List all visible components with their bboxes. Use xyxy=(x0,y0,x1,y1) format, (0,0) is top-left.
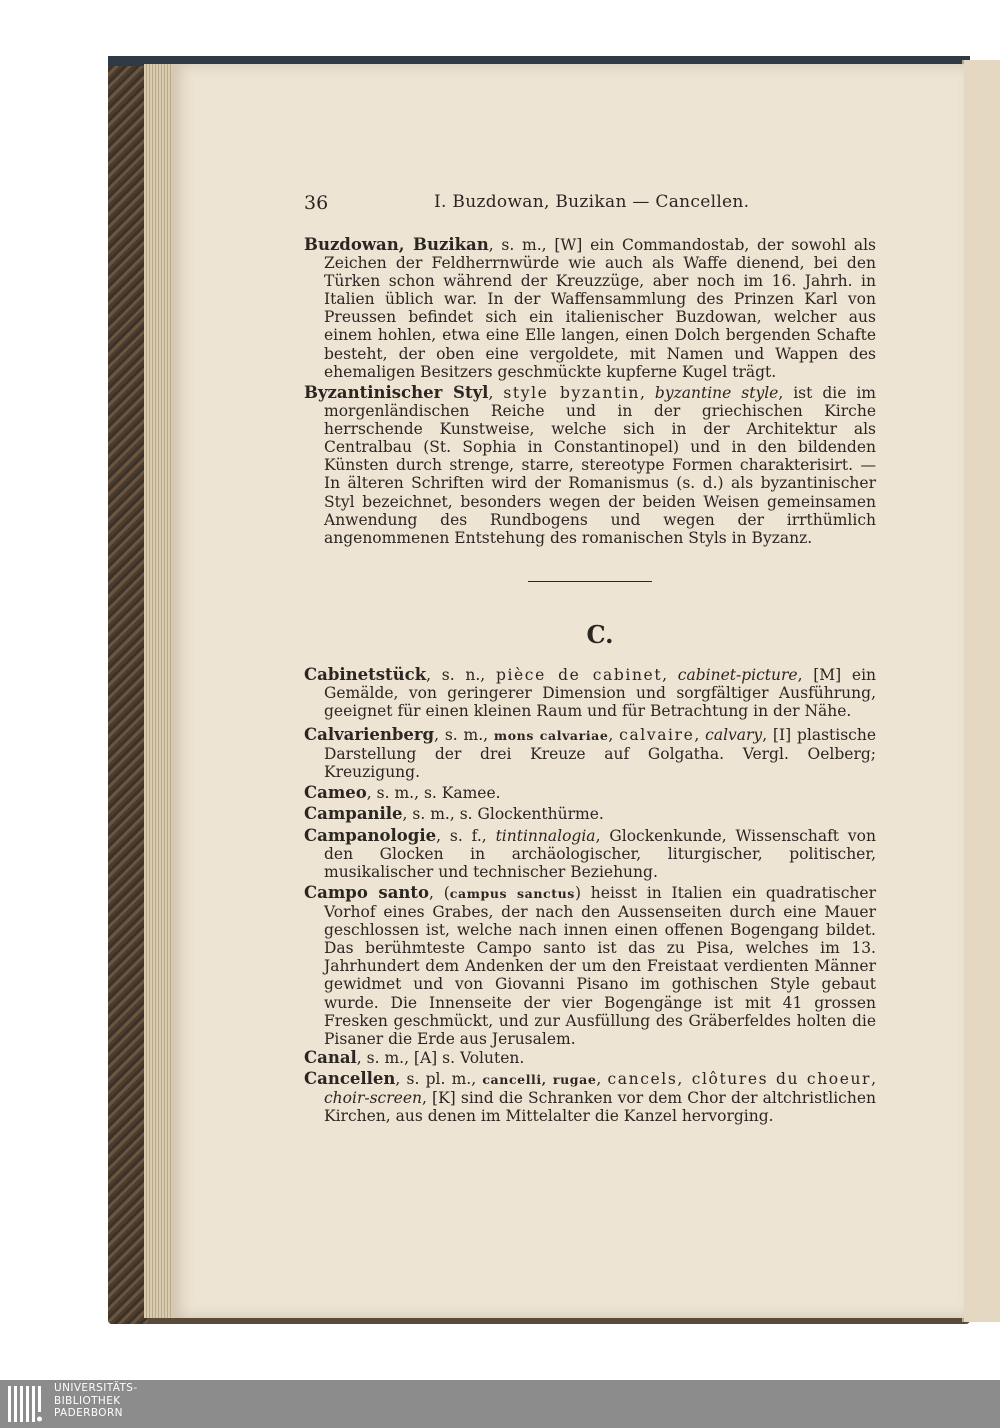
headword: Campanologie xyxy=(304,826,437,845)
library-name-line2: BIBLIOTHEK xyxy=(54,1394,121,1407)
french-term: calvaire xyxy=(619,726,695,744)
entry-byzantinischer-styl: Byzantinischer Styl, style byzantin, byzantine style, ist die im morgenländischen Reiche und in der griechischen Kirche herrschende Kunstweise, welche sich in der Architektur als Centralbau (St. Sophia in Constantinopel) und in den bildenden Künsten durch strenge, starre, stereotype Formen charakterisirt. — In älteren Schriften wird der Romanismus (s. d.) als byzantinischer Styl bezeichnet, besonders wegen der beiden Weisen gemeinsamen Anwendung des Rundbogens und wegen der irrthümlich angenommenen Entstehung des romanischen Styls in Byzanz. xyxy=(304,383,876,547)
entry-cabinetstueck: Cabinetstück, s. n., pièce de cabinet, cabinet-picture, [M] ein Gemälde, von geringerer Dimension und sorgfältiger Ausführung, geeignet für einen kleinen Raum und für Betrachtung in der Nähe. xyxy=(304,665,877,721)
library-name-line1: UNIVERSITÄTS- xyxy=(54,1382,138,1394)
french-term: cancels, clôtures du choeur xyxy=(607,1070,872,1088)
entry-campanologie: Campanologie, s. f., tintinnalogia, Glockenkunde, Wissenschaft von den Glocken in archäologischer, liturgischer, politischer, musikalischer und technischer Beziehung. xyxy=(304,826,876,882)
page-stack-edges xyxy=(144,64,174,1318)
latin-term: mons calvariae xyxy=(493,728,609,743)
book-spine xyxy=(108,56,148,1324)
headword: Canal xyxy=(304,1048,357,1067)
entry-text: , [M] ein Gemälde, von geringerer Dimension und sorgfältiger Ausführung, geeignet für einen kleinen Raum und für Betrachtung in der Nähe. xyxy=(324,666,877,721)
headword: Campo santo xyxy=(304,883,430,902)
headword: Calvarienberg xyxy=(304,725,435,744)
running-title: I. Buzdowan, Buzikan — Cancellen. xyxy=(434,192,750,212)
running-header xyxy=(304,192,876,218)
entry-text: , s. m., [A] s. Voluten. xyxy=(356,1049,525,1067)
headword: Campanile xyxy=(304,804,403,823)
page-number: 36 xyxy=(304,192,329,214)
french-term: style byzantin xyxy=(503,384,640,402)
section-divider xyxy=(528,581,652,582)
library-name-line3: PADERBORN xyxy=(54,1407,123,1419)
library-name[interactable] xyxy=(54,1382,214,1420)
entry-campo-santo: Campo santo, (campus sanctus) heisst in Italien ein quadratischer Vorhof eines Grabes, der nach den Aussenseiten durch eine Mauer geschlossen ist, welche nach innen einen offenen Bogengang bildet. Das berühmteste Campo santo ist das zu Pisa, welches im 13. Jahrhundert dem Andenken der um den Freistaat verdienten Männer gewidmet und von Giovanni Pisano im gothischen Style gebaut wurde. Die Innenseite der vier Bogengänge ist mit 41 grossen Fresken geschmückt, und zur Ausfüllung des Gräberfeldes holten die Pisaner die Erde aus Jerusalem. xyxy=(304,883,876,1048)
section-letter: C. xyxy=(586,620,614,649)
entry-text: , s. m., [W] ein Commandostab, der sowohl als Zeichen der Feldherrnwürde wie auch als Waffe dienend, bei den Türken schon während der Kreuzzüge, aber noch im 16. Jahrh. in Italien üblich war. In der Waffensammlung des Prinzen Karl von Preussen befindet sich ein italienischer Buzdowan, welcher aus einem hohlen, etwa eine Elle langen, einen Dolch bergenden Schafte besteht, der oben eine vergoldete, mit Namen und Wappen des ehemaligen Besitzers geschmückte kupferne Kugel trägt. xyxy=(324,236,876,381)
english-term: byzantine style xyxy=(654,384,779,402)
latin-term: cancelli, rugae xyxy=(482,1072,597,1087)
headword: Cabinetstück xyxy=(304,665,427,684)
entry-cancellen: Cancellen, s. pl. m., cancelli, rugae, cancels, clôtures du choeur, choir-screen, [K] sind die Schranken vor dem Chor der altchristlichen Kirchen, aus denen im Mittelalter die Kanzel hervorging. xyxy=(304,1069,877,1126)
entry-buzdowan xyxy=(304,236,876,381)
entry-text: , s. m., s. Glockenthürme. xyxy=(402,805,604,823)
entry-text: , s. m., s. Kamee. xyxy=(366,784,501,802)
library-logo-icon xyxy=(6,1384,50,1424)
headword: Buzdowan, Buzikan xyxy=(304,235,489,254)
headword: Byzantinischer Styl xyxy=(304,383,489,402)
entry-text: , ist die im morgenländischen Reiche und in der griechischen Kirche herrschende Kunstweise, welche sich in der Architektur als Centralbau (St. Sophia in Constantinopel) und in den bildenden Künsten durch strenge, starre, stereotype Formen charakterisirt. — In älteren Schriften wird der Romanismus (s. d.) als byzantinischer Styl bezeichnet, besonders wegen der beiden Weisen gemeinsamen Anwendung des Rundbogens und wegen der irrthümlich angenommenen Entstehung des romanischen Styls in Byzanz. xyxy=(324,384,876,547)
latin-term: tintinnalogia xyxy=(495,827,596,845)
entry-text: , [I] plastische Darstellung der drei Kreuze auf Golgatha. Vergl. Oelberg; Kreuzigung. xyxy=(324,726,876,782)
entry-text: ) heisst in Italien ein quadratischer Vorhof eines Grabes, der nach den Aussenseiten durch eine Mauer geschlossen ist, welche nach innen einen offenen Bogengang bildet. Das berühmteste Campo santo ist das zu Pisa, welches im 13. Jahrhundert dem Andenken der um den Freistaat verdienten Männer gewidmet und von Giovanni Pisano im gothischen Style gebaut wurde. Die Innenseite der vier Bogengänge ist mit 41 grossen Fresken geschmückt, und zur Ausfüllung des Gräberfeldes holten die Pisaner die Erde aus Jerusalem. xyxy=(324,884,876,1048)
entry-calvarienberg: Calvarienberg, s. m., mons calvariae, calvaire, calvary, [I] plastische Darstellung der drei Kreuze auf Golgatha. Vergl. Oelberg; Kreuzigung. xyxy=(304,725,876,782)
french-term: pièce de cabinet xyxy=(495,666,663,684)
headword: Cancellen xyxy=(304,1069,396,1088)
entry-cameo xyxy=(304,784,876,802)
entry-text: , [K] sind die Schranken vor dem Chor der altchristlichen Kirchen, aus denen im Mittelalter die Kanzel hervorging. xyxy=(324,1089,876,1126)
english-term: calvary xyxy=(705,726,763,744)
entry-campanile xyxy=(304,805,876,823)
headword: Cameo xyxy=(304,783,367,802)
english-term: choir-screen xyxy=(324,1089,422,1108)
english-term: cabinet-picture xyxy=(677,666,798,684)
facing-page-edge xyxy=(962,60,1000,1322)
entry-canal xyxy=(304,1049,876,1067)
latin-term: campus sanctus xyxy=(449,886,575,901)
entry-text: , Glockenkunde, Wissenschaft von den Glocken in archäologischer, liturgischer, politischer, musikalischer und technischer Beziehung. xyxy=(324,827,876,882)
